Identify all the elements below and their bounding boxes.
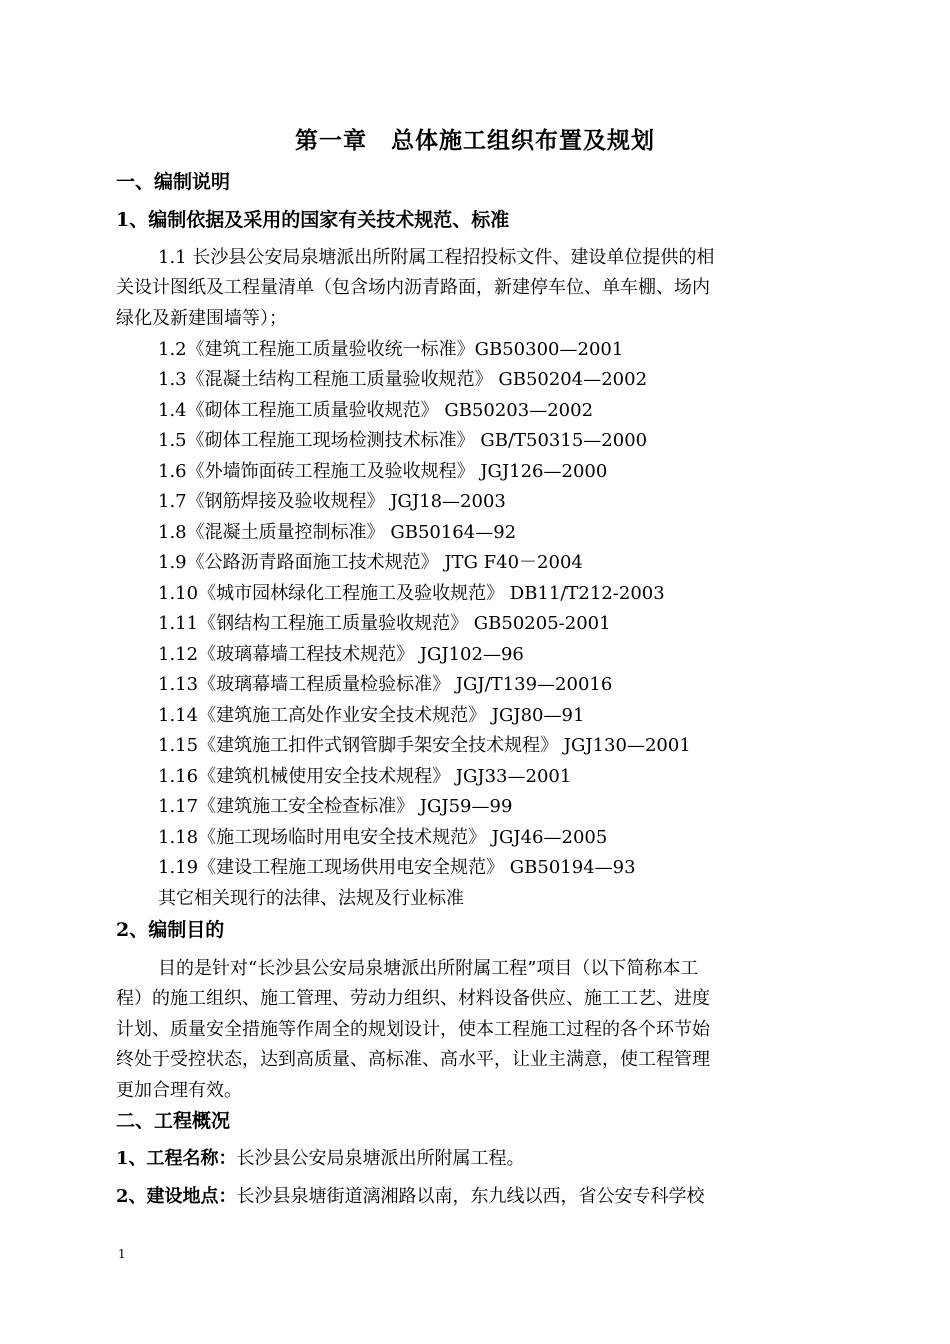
- paragraph-line: 绿化及新建围墙等）；: [116, 308, 287, 329]
- standard-item: 1.11《钢结构工程施工质量验收规范》 GB50205-2001: [158, 613, 611, 634]
- location-value: 长沙县泉塘街道漓湘路以南，东九线以西，省公安专科学校: [236, 1186, 705, 1207]
- standard-item: 1.10《城市园林绿化工程施工及验收规范》 DB11/T212-2003: [158, 583, 665, 604]
- standard-item: 1.4《砌体工程施工质量验收规范》 GB50203—2002: [158, 400, 594, 421]
- standard-item: 其它相关现行的法律、法规及行业标准: [158, 888, 464, 909]
- standard-item: 1.17《建筑施工安全检查标准》 JGJ59—99: [158, 796, 513, 817]
- subheading-basis: 1、编制依据及采用的国家有关技术规范、标准: [116, 209, 510, 231]
- standard-item: 1.12《玻璃幕墙工程技术规范》 JGJ102—96: [158, 644, 524, 665]
- standard-item: 1.6《外墙饰面砖工程施工及验收规程》 JGJ126—2000: [158, 461, 608, 482]
- standard-item: 1.8《混凝土质量控制标准》 GB50164—92: [158, 522, 517, 543]
- section-heading-compilation: 一、编制说明: [116, 171, 231, 193]
- project-name-row: [116, 1144, 525, 1174]
- paragraph-line: 更加合理有效。: [116, 1080, 242, 1101]
- chapter-title: 第一章 总体施工组织布置及规划: [295, 127, 655, 154]
- standard-item: 1.9《公路沥青路面施工技术规范》 JTG F40－2004: [158, 552, 583, 573]
- location-row: [116, 1182, 705, 1212]
- page-number: 1: [118, 1247, 126, 1261]
- standard-item: 1.19《建设工程施工现场供用电安全规范》 GB50194—93: [158, 857, 636, 878]
- location-label: 2、建设地点：: [116, 1186, 237, 1207]
- paragraph-line: 1.1 长沙县公安局泉塘派出所附属工程招投标文件、建设单位提供的相: [158, 247, 715, 268]
- project-name-value: 长沙县公安局泉塘派出所附属工程。: [236, 1148, 525, 1169]
- standard-item: 1.13《玻璃幕墙工程质量检验标准》 JGJ/T139—20016: [158, 674, 613, 695]
- standard-item: 1.5《砌体工程施工现场检测技术标准》 GB/T50315—2000: [158, 430, 648, 451]
- paragraph-line: 目的是针对“长沙县公安局泉塘派出所附属工程”项目（以下简称本工: [158, 958, 699, 979]
- paragraph-line: 计划、质量安全措施等作周全的规划设计，使本工程施工过程的各个环节始: [116, 1019, 710, 1040]
- standard-item: 1.7《钢筋焊接及验收规程》 JGJ18—2003: [158, 491, 506, 512]
- paragraph-line: 关设计图纸及工程量清单（包含场内沥青路面，新建停车位、单车棚、场内: [116, 277, 710, 298]
- standard-item: 1.16《建筑机械使用安全技术规程》 JGJ33—2001: [158, 766, 572, 787]
- paragraph-line: 程）的施工组织、施工管理、劳动力组织、材料设备供应、施工工艺、进度: [116, 988, 710, 1009]
- paragraph-line: 终处于受控状态，达到高质量、高标准、高水平，让业主满意，使工程管理: [116, 1049, 710, 1070]
- standard-item: 1.2《建筑工程施工质量验收统一标准》GB50300—2001: [158, 339, 624, 360]
- standard-item: 1.14《建筑施工高处作业安全技术规范》 JGJ80—91: [158, 705, 585, 726]
- standard-item: 1.3《混凝土结构工程施工质量验收规范》 GB50204—2002: [158, 369, 648, 390]
- section-heading-overview: 二、工程概况: [116, 1110, 231, 1132]
- standard-item: 1.15《建筑施工扣件式钢管脚手架安全技术规程》 JGJ130—2001: [158, 735, 691, 756]
- standard-item: 1.18《施工现场临时用电安全技术规范》 JGJ46—2005: [158, 827, 608, 848]
- project-name-label: 1、工程名称：: [116, 1148, 237, 1169]
- subheading-purpose: 2、编制目的: [116, 919, 225, 941]
